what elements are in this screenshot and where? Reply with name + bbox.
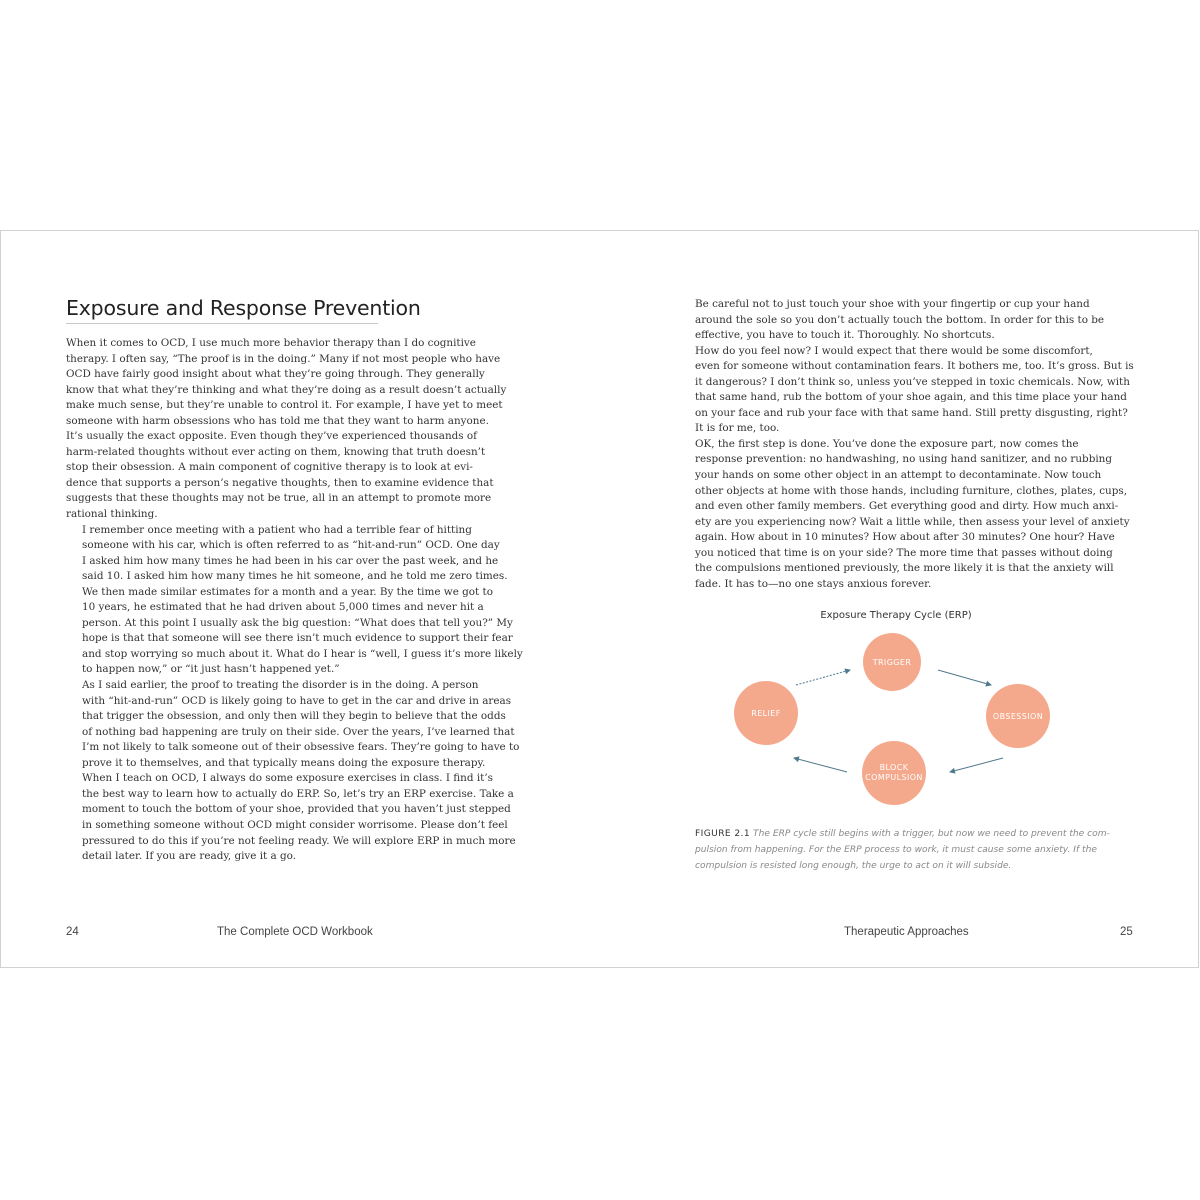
text-line: As I said earlier, the proof to treating the disorder is in the doing. A person — [82, 679, 479, 692]
text-line: the compulsions mentioned previously, the more likely it is that the anxiety will — [695, 562, 1114, 575]
text-line: When I teach on OCD, I always do some exposure exercises in class. I find it’s — [82, 772, 493, 785]
text-line: rational thinking. — [66, 508, 158, 521]
paragraph — [66, 523, 523, 678]
text-line: moment to touch the bottom of your shoe, provided that you haven’t just stepped — [82, 803, 511, 816]
text-line: that same hand, rub the bottom of your shoe again, and this time place your hand — [695, 391, 1127, 404]
text-line: in something someone without OCD might consider worrisome. Please don’t feel — [82, 818, 508, 831]
text-line: It is for me, too. — [695, 422, 780, 435]
text-line: pressured to do this if you’re not feeling ready. We will explore ERP in much more — [82, 834, 516, 847]
text-line: prove it to themselves, and that typically means doing the exposure therapy. — [82, 756, 486, 769]
node-relief-label: RELIEF — [751, 709, 781, 718]
text-line: someone with harm obsessions who has told me that they want to harm anyone. — [66, 414, 489, 427]
text-line: I’m not likely to talk someone out of their obsessive fears. They’re going to have to — [82, 741, 520, 754]
text-line: said 10. I asked him how many times he hit someone, and he told me zero times. — [82, 570, 508, 583]
caption-line: pulsion from happening. For the ERP process to work, it must cause some anxiety. If the — [695, 845, 1097, 855]
text-line: know that what they’re thinking and what they’re doing as a result doesn’t actually — [66, 383, 507, 396]
text-line: 10 years, he estimated that he had driven about 5,000 times and never hit a — [82, 601, 484, 614]
erp-cycle-diagram — [720, 630, 1080, 810]
text-line: fade. It has to—no one stays anxious forever. — [695, 577, 932, 590]
text-line: the best way to learn how to actually do ERP. So, let’s try an ERP exercise. Take a — [82, 787, 514, 800]
running-head-right: Therapeutic Approaches — [844, 926, 969, 938]
text-line: stop their obsession. A main component of cognitive therapy is to look at evi- — [66, 461, 473, 474]
paragraph — [66, 678, 520, 771]
text-line: OK, the first step is done. You’ve done the exposure part, now comes the — [695, 437, 1079, 450]
text-line: dence that supports a person’s negative thoughts, then to examine evidence that — [66, 476, 494, 489]
text-line: I asked him how many times he had been in his car over the past week, and he — [82, 554, 499, 567]
text-line: on your face and rub your face with that same hand. Still pretty disgusting, right? — [695, 406, 1128, 419]
text-line: OCD have fairly good insight about what they’re going through. They generally — [66, 368, 485, 381]
figure-title: Exposure Therapy Cycle (ERP) — [820, 610, 972, 621]
text-line: It’s usually the exact opposite. Even though they’ve experienced thousands of — [66, 430, 478, 443]
text-line: that trigger the obsession, and only then will they begin to believe that the odds — [82, 710, 506, 723]
node-obsession-label: OBSESSION — [992, 712, 1044, 721]
arrow-relief-to-trigger — [796, 670, 850, 685]
node-compulsion-label: COMPULSION — [865, 773, 923, 782]
arrow-obsession-to-block — [950, 758, 1003, 772]
paragraph — [66, 336, 507, 523]
paragraph — [66, 771, 516, 864]
node-block-label: BLOCK — [879, 763, 909, 772]
text-line: someone with his car, which is often referred to as “hit-and-run” OCD. One day — [82, 539, 500, 552]
caption-line: compulsion is resisted long enough, the urge to act on it will subside. — [695, 861, 1012, 871]
left-page-body — [66, 336, 523, 865]
text-line: We then made similar estimates for a month and a year. By the time we got to — [82, 585, 493, 598]
text-line: to happen now,” or “it just hasn’t happened yet.” — [82, 663, 340, 676]
text-line: again. How about in 10 minutes? How about after 30 minutes? One hour? Have — [695, 531, 1115, 544]
text-line: hope is that that someone will see there isn’t much evidence to support their fear — [82, 632, 513, 645]
paragraph — [679, 344, 1134, 437]
figure-caption — [695, 826, 1110, 874]
arrow-trigger-to-obsession — [938, 670, 991, 685]
text-line: response prevention: no handwashing, no using hand sanitizer, and no rubbing — [695, 453, 1113, 466]
text-line: I remember once meeting with a patient who had a terrible fear of hitting — [82, 523, 472, 536]
text-line: and stop worrying so much about it. What do I hear is “well, I guess it’s more likely — [82, 647, 523, 660]
running-head-left: The Complete OCD Workbook — [217, 926, 373, 938]
text-line: person. At this point I usually ask the big question: “What does that tell you?” My — [82, 616, 513, 629]
heading-underline — [66, 323, 378, 324]
caption-text: The ERP cycle still begins with a trigger, but now we need to prevent the com- — [753, 829, 1110, 839]
text-line: around the sole so you don’t actually touch the bottom. In order for this to be — [695, 313, 1105, 326]
section-heading: Exposure and Response Prevention — [66, 296, 421, 320]
text-line: suggests that these thoughts may not be true, all in an attempt to promote more — [66, 492, 492, 505]
text-line: therapy. I often say, “The proof is in the doing.” Many if not most people who have — [66, 352, 501, 365]
text-line: ety are you experiencing now? Wait a little while, then assess your level of anxiety — [695, 515, 1130, 528]
text-line: How do you feel now? I would expect that there would be some discomfort, — [695, 344, 1093, 357]
text-line: and even other family members. Get everything good and dirty. How much anxi- — [695, 500, 1119, 513]
text-line: even for someone without contamination fears. It bothers me, too. It’s gross. But is — [695, 360, 1134, 373]
text-line: make much sense, but they’re unable to control it. For example, I have yet to meet — [66, 399, 503, 412]
text-line: your hands on some other object in an attempt to decontaminate. Now touch — [695, 469, 1102, 482]
right-page-body — [679, 297, 1134, 592]
text-line: other objects at home with those hands, including furniture, clothes, plates, cups, — [695, 484, 1128, 497]
node-trigger-label: TRIGGER — [872, 658, 912, 667]
page-number-right: 25 — [1120, 926, 1133, 938]
text-line: you noticed that time is on your side? The more time that passes without doing — [695, 546, 1113, 559]
paragraph — [679, 437, 1130, 592]
text-line: effective, you have to touch it. Thoroughly. No shortcuts. — [695, 329, 995, 342]
figure-label: FIGURE 2.1 — [695, 829, 751, 839]
text-line: detail later. If you are ready, give it a go. — [82, 850, 297, 863]
text-line: When it comes to OCD, I use much more behavior therapy than I do cognitive — [66, 337, 476, 349]
arrow-block-to-relief — [794, 758, 847, 772]
text-line: of nothing bad happening are truly on their side. Over the years, I’ve learned that — [82, 725, 515, 738]
text-line: it dangerous? I don’t think so, unless you’ve stepped in toxic chemicals. Now, with — [695, 375, 1130, 388]
page-number-left: 24 — [66, 926, 79, 938]
text-line: Be careful not to just touch your shoe with your fingertip or cup your hand — [695, 298, 1090, 310]
caption-line — [695, 826, 1110, 842]
paragraph — [679, 297, 1105, 344]
text-line: harm-related thoughts without ever acting on them, knowing that truth doesn’t — [66, 445, 486, 458]
text-line: with “hit-and-run” OCD is likely going to have to get in the car and drive in areas — [82, 694, 512, 707]
